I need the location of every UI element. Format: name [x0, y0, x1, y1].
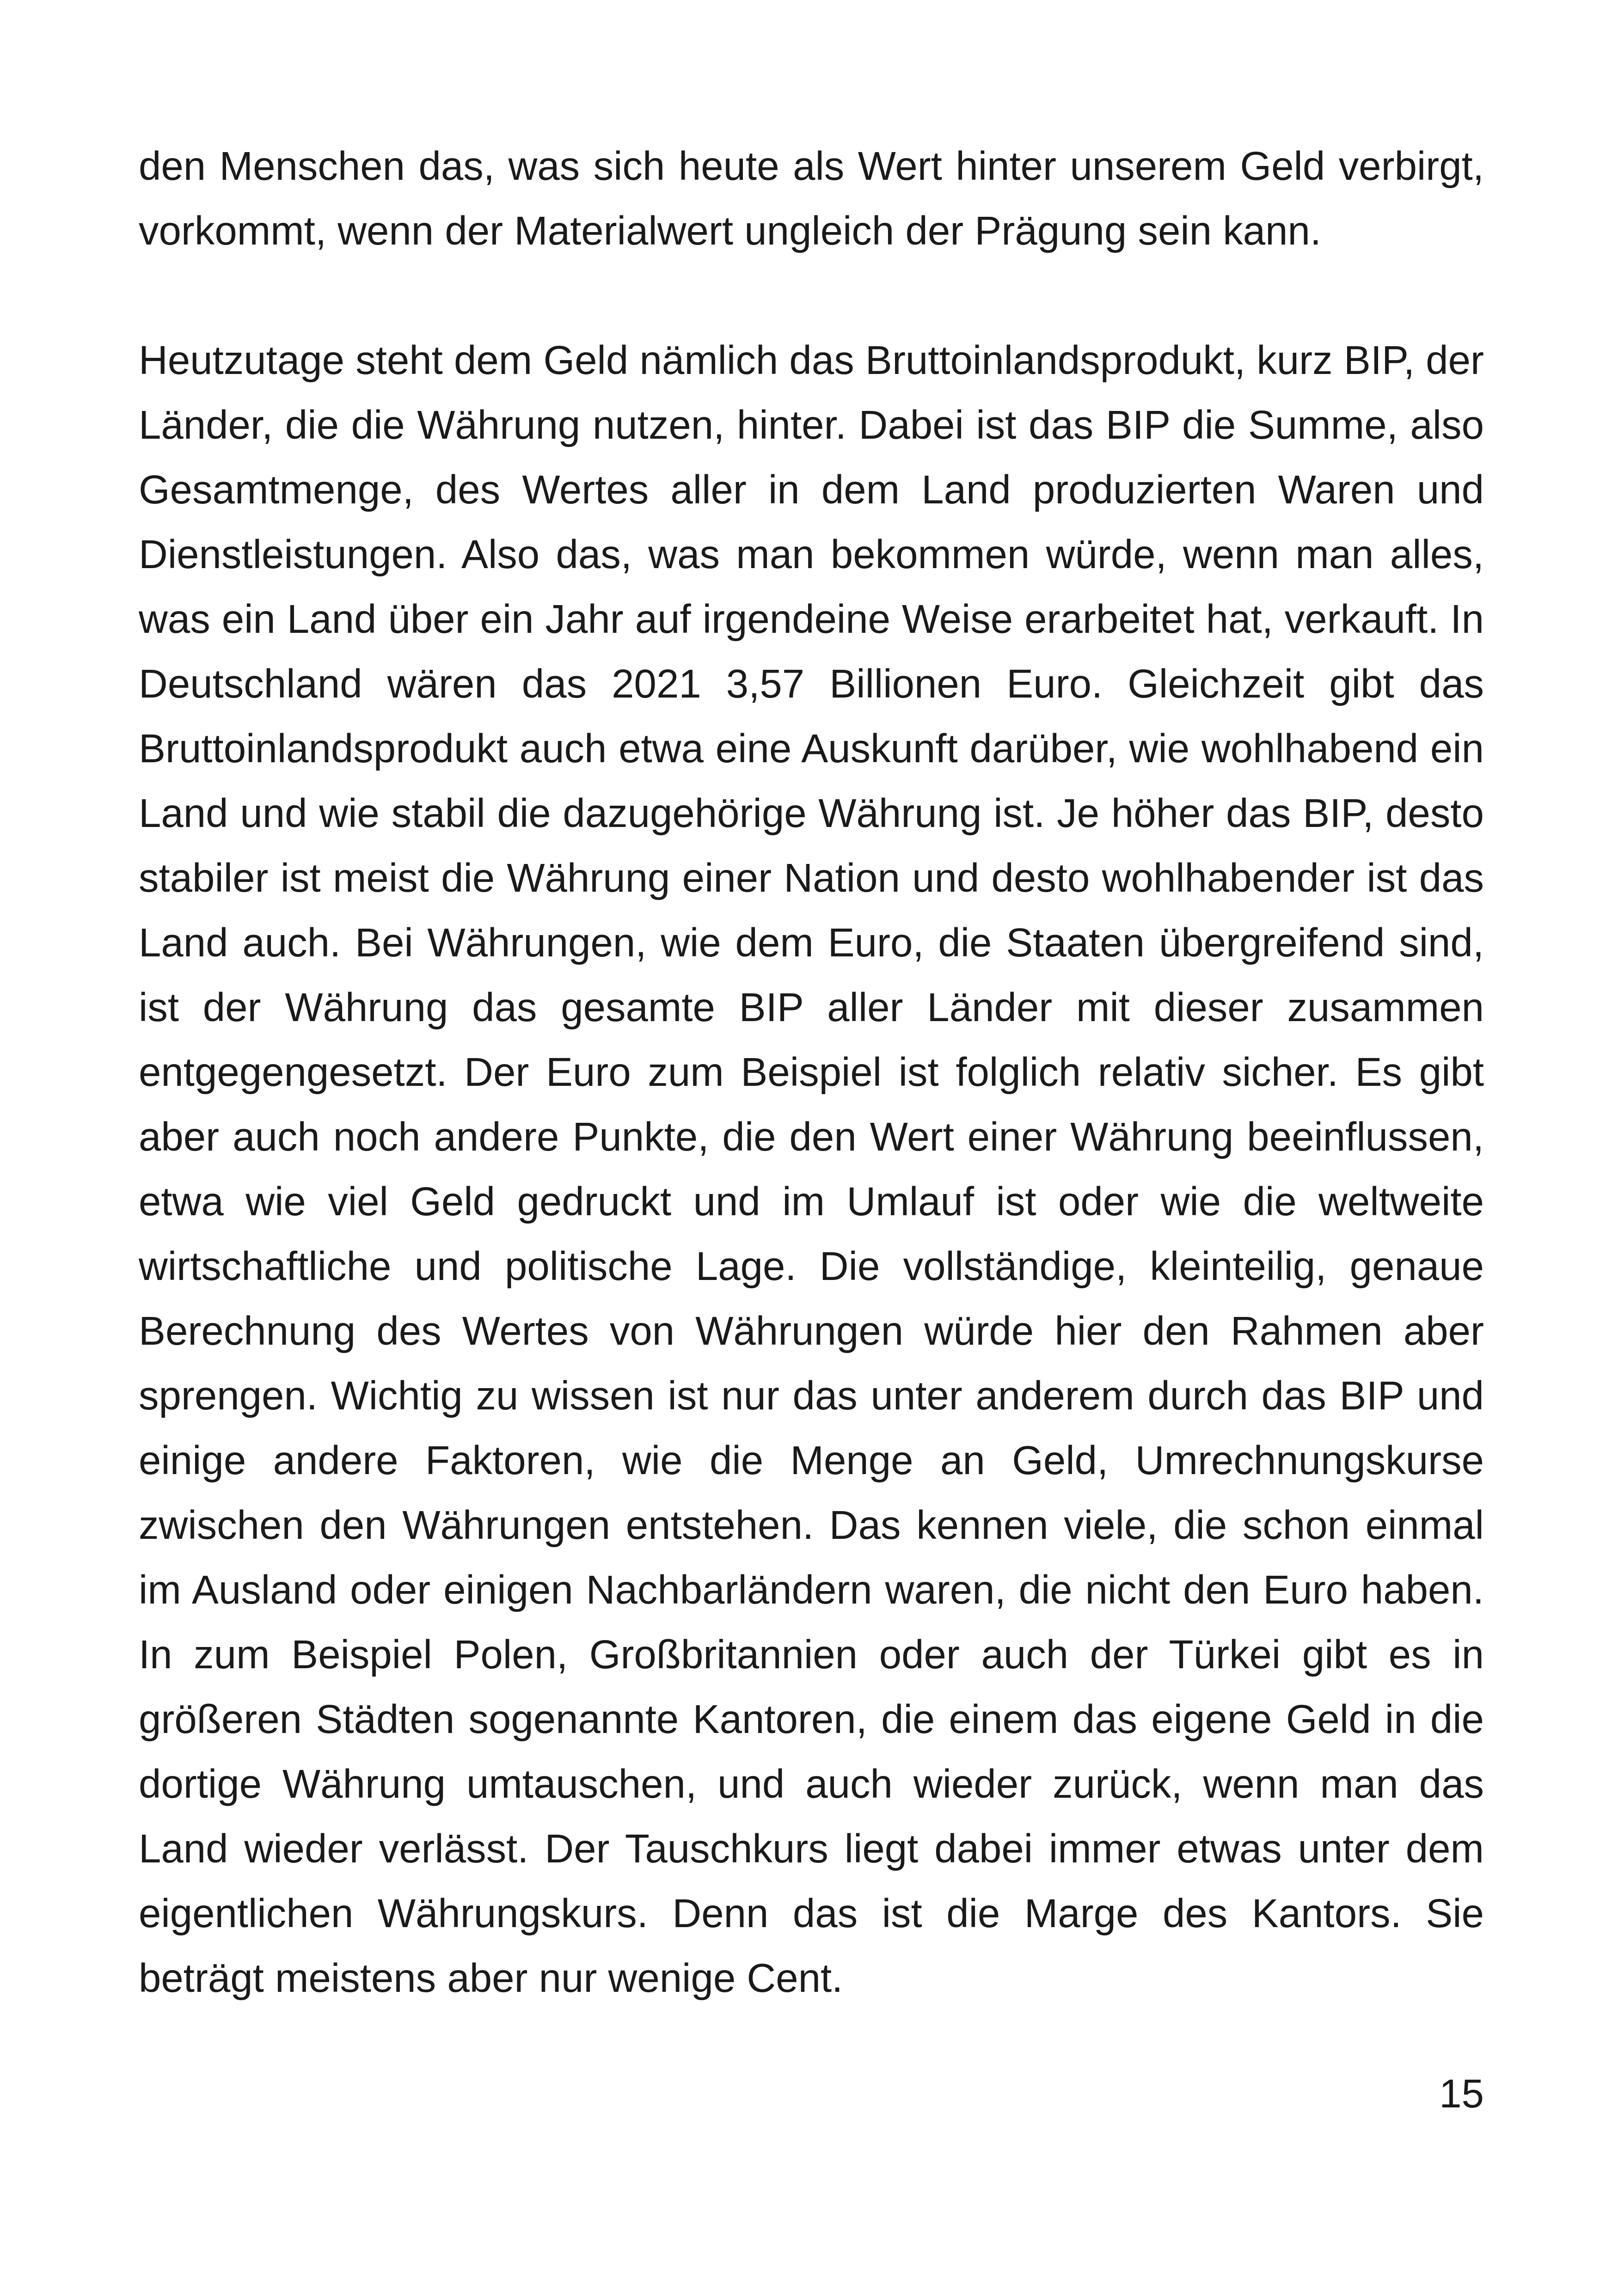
- paragraph-2: Heutzutage steht dem Geld nämlich das Bruttoinlandsprodukt, kurz BIP, der Länder, die die Währung nutzen, hinter. Dabei ist das BIP die Summe, also Gesamtmenge, des Wertes aller in dem Land produzierten Waren und Dienstleistungen. Also das, was man bekommen würde, wenn man alles, was ein Land über ein Jahr auf irgendeine Weise erarbeitet hat, verkauft. In Deutschland wären das 2021 3,57 Billionen Euro. Gleichzeit gibt das Bruttoinlandsprodukt auch etwa eine Auskunft darüber, wie wohlhabend ein Land und wie stabil die dazugehörige Währung ist. Je höher das BIP, desto stabiler ist meist die Währung einer Nation und desto wohlhabender ist das Land auch. Bei Währungen, wie dem Euro, die Staaten übergreifend sind, ist der Währung das gesamte BIP aller Länder mit dieser zusammen entgegengesetzt. Der Euro zum Beispiel ist folglich relativ sicher. Es gibt aber auch noch andere Punkte, die den Wert einer Währung beeinflussen, etwa wie viel Geld gedruckt und im Umlauf ist oder wie die weltweite wirtschaftliche und politische Lage. Die vollständige, kleinteilig, genaue Berechnung des Wertes von Währungen würde hier den Rahmen aber sprengen. Wichtig zu wissen ist nur das unter anderem durch das BIP und einige andere Faktoren, wie die Menge an Geld, Umrechnungskurse zwischen den Währungen entstehen. Das kennen viele, die schon einmal im Ausland oder einigen Nachbarländern waren, die nicht den Euro haben. In zum Beispiel Polen, Großbritannien oder auch der Türkei gibt es in größeren Städten sogenannte Kantoren, die einem das eigene Geld in die dortige Währung umtauschen, und auch wieder zurück, wenn man das Land wieder verlässt. Der Tauschkurs liegt dabei immer etwas unter dem eigentlichen Währungskurs. Denn das ist die Marge des Kantors. Sie beträgt meistens aber nur wenige Cent.: [139, 338, 1484, 2001]
- body-text: [139, 134, 1484, 2011]
- paragraph-1: den Menschen das, was sich heute als Wert hinter unserem Geld verbirgt, vorkommt, wenn der Materialwert ungleich der Prägung sein kann.: [139, 144, 1484, 253]
- page-number: 15: [1439, 2071, 1484, 2116]
